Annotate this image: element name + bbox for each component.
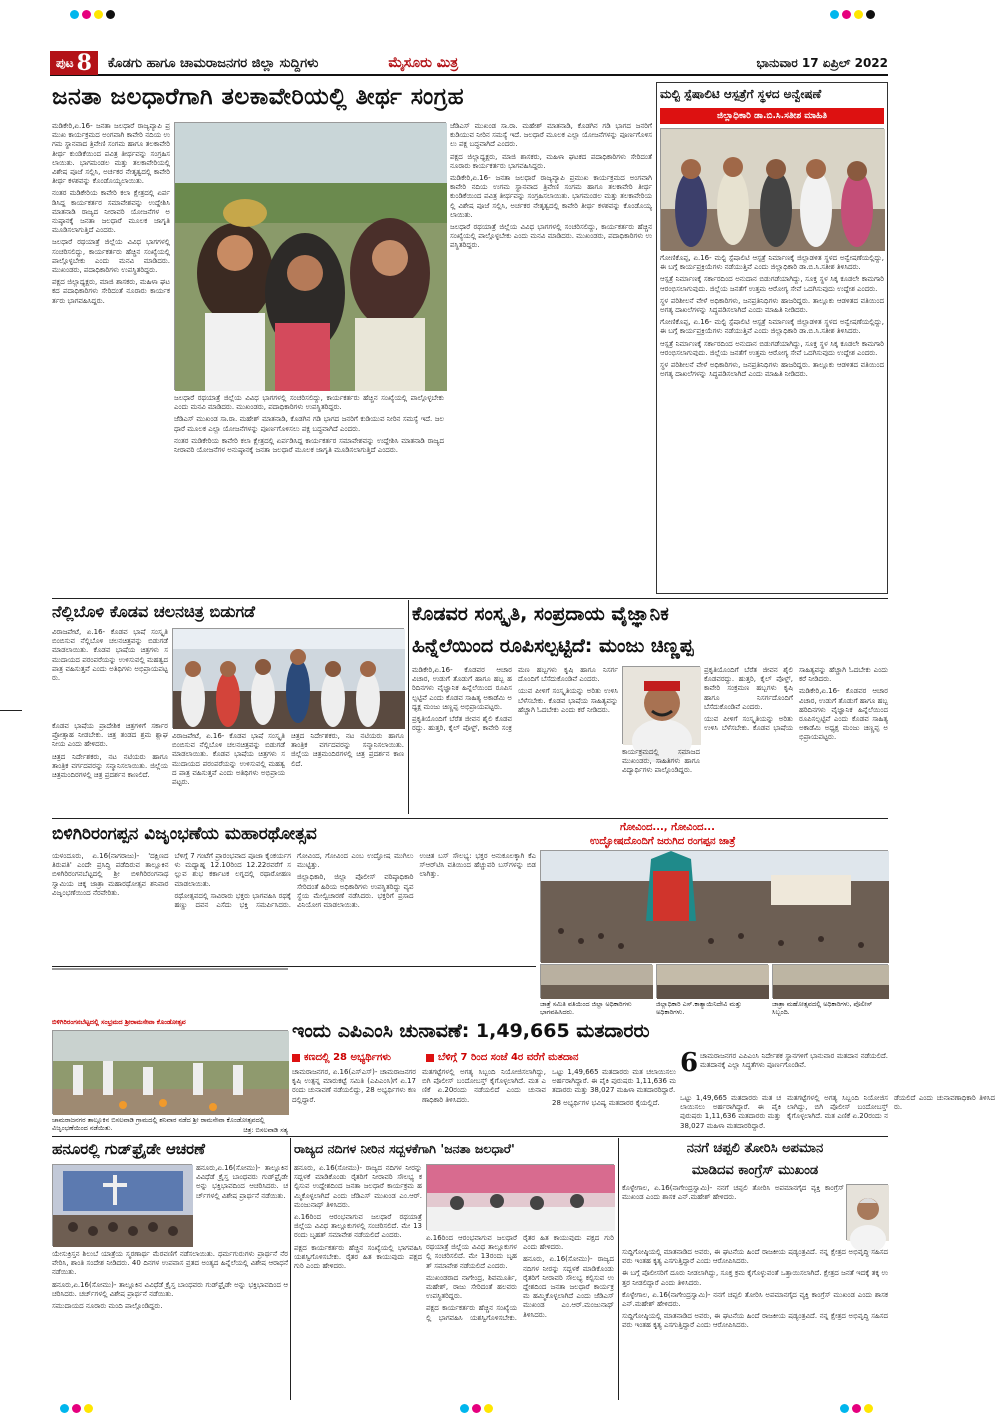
article-paragraph: ಕೊಡವ ಭಾಷೆಯ ಪ್ರಾದೇಶಿಕ ಚಿತ್ರಗಳಿಗೆ ಸರ್ಕಾರ ಪ್ರೋತ್ಸಾಹ ನೀಡಬೇಕು. ಚಿತ್ರ ತಂಡದ ಶ್ರಮ ಶ್ಲಾಘನೀಯ ಎಂದು ಹೇಳಿದರು. [52,722,168,749]
article-paragraph: ಹನೂರು,ಏ.16(ಸೋಮು)- ತಾಲ್ಲೂಕಿನ ವಿವಿಧೆಡೆ ಕ್ರೈಸ್ತ ಬಾಂಧವರು ಗುಡ್‌ಫ್ರೈಡೇ ಅನ್ನು ಭಕ್ತಿಭಾವದಿಂದ ಆಚರಿಸಿದರು. ಚರ್ಚ್‌ಗಳಲ್ಲಿ ವಿಶೇಷ ಪ್ರಾರ್ಥನೆ ನಡೆಯಿತು. [52,1280,288,1298]
page-number: 8 [76,50,92,76]
photo-caption: ಜಾತ್ರಾ ಮಹೋತ್ಸವದಲ್ಲಿ ಅಧಿಕಾರಿಗಳು, ಪೊಲೀಸ್ ಸಿಬ್ಬಂದಿ. [772,1000,873,1016]
apmc-subhead-2-text: ಬೆಳಿಗ್ಗೆ 7 ರಿಂದ ಸಂಜೆ 4ರ ವರೆಗೆ ಮತದಾನ [438,1052,579,1063]
article-paragraph: ವಿರಾಜಪೇಟೆ, ಏ.16- ಕೊಡವ ಭಾಷೆ ಸಂಸ್ಕೃತಿ ಬಿಂಬಿಸುವ ನೆಲ್ಲಿಬೊಳಿ ಚಲನಚಿತ್ರವನ್ನು ಬಿಡುಗಡೆ ಮಾಡಲಾಯಿತು. ಕೊಡವ ಭಾಷೆಯ ಚಿತ್ರಗಳು ಸಮುದಾಯದ ಪರಂಪರೆಯನ್ನು ಉಳಿಸುವಲ್ಲಿ ಮಹತ್ವದ ಪಾತ್ರ ವಹಿಸುತ್ತವೆ ಎಂದು ಅತಿಥಿಗಳು ಅಭಿಪ್ರಾಯಪಟ್ಟರು. [172,732,285,787]
registration-mark [854,10,863,19]
registration-mark [830,10,839,19]
headline-chappali-2: ಮಾಡಿದವ ಕಾಂಗ್ರೆಸ್ ಮುಖಂಡ [691,1163,819,1178]
photo-credit: ಚಿತ್ರ: ಬಿಸಲವಾಡಿ ಸತ್ಯ [243,1126,288,1134]
article-column [426,1234,614,1400]
photo-caption: ಜಿಲ್ಲಾಧಿಕಾರಿ ಎಸ್.ಕಾತ್ಯಾಯಿನಿದೇವಿ ಮತ್ತು ಅಧಿಕಾರಿಗಳು. [656,1000,742,1016]
article-paragraph: ಹನೂರು, ಏ.16(ಸೋಮು)- ರಾಜ್ಯದ ನದಿಗಳ ನೀರನ್ನು ಸದ್ಬಳಕೆ ಮಾಡಿಕೊಂಡು ರೈತರಿಗೆ ನೀರಾವರಿ ಸೌಲಭ್ಯ ಕಲ್ಪಿಸುವ ಉದ್ದೇಶದಿಂದ ಜನತಾ ಜಲಧಾರೆ ಕಾರ್ಯಕ್ರಮ ಹಮ್ಮಿಕೊಳ್ಳಲಾಗಿದೆ ಎಂದು ಜೆಡಿಎಸ್ ಮುಖಂಡ ಎಂ.ಆರ್.ಮಂಜುನಾಥ್ ತಿಳಿಸಿದರು. [294,1164,422,1209]
apmc-subhead-2 [426,1052,578,1063]
article-column [622,1248,888,1400]
article-paragraph: ಮತಗಟ್ಟೆಗಳಲ್ಲಿ ಅಗತ್ಯ ಸಿಬ್ಬಂದಿ ನಿಯೋಜಿಸಲಾಗಿದ್ದು, ಬಿಗಿ ಪೊಲೀಸ್ ಬಂದೋಬಸ್ತ್ ಕೈಗೊಳ್ಳಲಾಗಿದೆ. ಮತ ಎಣಿಕೆ ಏ.20ರಂದು ನಡೆಯಲಿದೆ ಎಂದು ಚುನಾವಣಾಧಿಕಾರಿ ತಿಳಿಸಿದರು. [787,1094,995,1121]
apmc-subhead-1-text: ಕಣದಲ್ಲಿ 28 ಅಭ್ಯರ್ಥಿಗಳು [304,1052,391,1063]
headline-film-release: ನೆಲ್ಲಿಬೊಳಿ ಕೊಡವ ಚಲನಚಿತ್ರ ಬಿಡುಗಡೆ [52,602,255,621]
photo-kondotsava [52,968,288,970]
article-paragraph: ನಂತರ ಮಡಿಕೇರಿಯ ಕಾವೇರಿ ಕಲಾ ಕ್ಷೇತ್ರದಲ್ಲಿ ಏರ್ಪಡಿಸಿದ್ದ ಕಾರ್ಯಕರ್ತರ ಸಮಾವೇಶವನ್ನು ಉದ್ದೇಶಿಸಿ ಮಾತನಾಡಿ ರಾಜ್ಯದ ನೀರಾವರಿ ಯೋಜನೆಗಳ ಅನುಷ್ಠಾನಕ್ಕೆ ಜನತಾ ಜಲಧಾರೆ ಮೂಲಕ ಜಾಗೃತಿ ಮೂಡಿಸಲಾಗುತ್ತಿದೆ ಎಂದರು. [52,189,170,235]
feature-photo-label: ಬಿಳಿಗಿರಿರಂಗನಬೆಟ್ಟದಲ್ಲಿ ಸಂಭ್ರಮದ ಶ್ರೀರಾಮಸೇವಾ ಕೊಂಡೋತ್ಸವ [52,1018,186,1026]
article-paragraph: ಸುದ್ದಿಗೋಷ್ಠಿಯಲ್ಲಿ ಮಾತನಾಡಿದ ಅವರು, ಈ ಘಟನೆಯ ಹಿಂದೆ ರಾಜಕೀಯ ಷಡ್ಯಂತ್ರವಿದೆ. ನನ್ನ ಕ್ಷೇತ್ರದ ಅಭಿವೃದ್ಧಿ ಸಹಿಸದವರು ಇಂತಹ ಕೃತ್ಯ ಎಸಗುತ್ತಿದ್ದಾರೆ ಎಂದು ಆರೋಪಿಸಿದರು. [622,1312,888,1330]
article-paragraph: ವಿರಾಜಪೇಟೆ, ಏ.16- ಕೊಡವ ಭಾಷೆ ಸಂಸ್ಕೃತಿ ಬಿಂಬಿಸುವ ನೆಲ್ಲಿಬೊಳಿ ಚಲನಚಿತ್ರವನ್ನು ಬಿಡುಗಡೆ ಮಾಡಲಾಯಿತು. ಕೊಡವ ಭಾಷೆಯ ಚಿತ್ರಗಳು ಸಮುದಾಯದ ಪರಂಪರೆಯನ್ನು ಉಳಿಸುವಲ್ಲಿ ಮಹತ್ವದ ಪಾತ್ರ ವಹಿಸುತ್ತವೆ ಎಂದು ಅತಿಥಿಗಳು ಅಭಿಪ್ರಾಯಪಟ್ಟರು. [52,628,168,683]
article-paragraph: ಮತಗಟ್ಟೆಗಳಲ್ಲಿ ಅಗತ್ಯ ಸಿಬ್ಬಂದಿ ನಿಯೋಜಿಸಲಾಗಿದ್ದು, ಬಿಗಿ ಪೊಲೀಸ್ ಬಂದೋಬಸ್ತ್ ಕೈಗೊಳ್ಳಲಾಗಿದೆ. ಮತ ಎಣಿಕೆ ಏ.20ರಂದು ನಡೆಯಲಿದೆ ಎಂದು ಚುನಾವಣಾಧಿಕಾರಿ ತಿಳಿಸಿದರು. [422,1068,546,1104]
photo-film-release [172,628,404,728]
photo-officials-2 [656,964,768,998]
headline-jalhadhare: ಜನತಾ ಜಲಧಾರೆಗಾಗಿ ತಲಕಾವೇರಿಯಲ್ಲಿ ತೀರ್ಥ ಸಂಗ್ರಹ [52,84,465,110]
photo-kondotsava-visible [52,1030,288,1114]
photo-church [52,1164,192,1246]
article-paragraph: ಸ್ಥಳ ಪರಿಶೀಲನೆ ವೇಳೆ ಅಧಿಕಾರಿಗಳು, ಜನಪ್ರತಿನಿಧಿಗಳು ಹಾಜರಿದ್ದರು. ತಾಲ್ಲೂಕು ಆಡಳಿತದ ವತಿಯಿಂದ ಅಗತ್ಯ ದಾಖಲೆಗಳನ್ನು ಸಿದ್ಧಪಡಿಸಲಾಗಿದೆ ಎಂದು ಮಾಹಿತಿ ನೀಡಿದರು. [660,361,884,379]
article-paragraph: ಮುಖಂಡರಾದ ನಾಗೇಂದ್ರ, ಶಿವಮೂರ್ತಿ, ಮಹೇಶ್, ರಾಜು ಸೇರಿದಂತೆ ಹಲವರು ಉಪಸ್ಥಿತರಿದ್ದರು. [426,1273,517,1301]
column-divider [408,600,409,814]
article-column [52,722,168,814]
registration-mark [472,1404,481,1413]
article-paragraph: ಮಡಿಕೇರಿ,ಏ.16- ಕೊಡವರ ಆಚಾರ ವಿಚಾರ, ಉಡುಗೆ ತೊಡುಗೆ ಹಾಗೂ ಹಬ್ಬ ಹರಿದಿನಗಳು ವೈಜ್ಞಾನಿಕ ಹಿನ್ನೆಲೆಯಿಂದ ರೂಪಿಸಲ್ಪಟ್ಟಿವೆ ಎಂದು ಕೊಡವ ಸಾಹಿತ್ಯ ಅಕಾಡೆಮಿ ಅಧ್ಯಕ್ಷ ಮಂಜು ಚಿಣ್ಣಪ್ಪ ಅಭಿಪ್ರಾಯಪಟ್ಟರು. [412,666,512,711]
section-divider [52,818,888,819]
article-column [174,394,444,594]
headline-kodava-culture-1: ಕೊಡವರ ಸಂಸ್ಕೃತಿ, ಸಂಪ್ರದಾಯ ವೈಜ್ಞಾನಿಕ [412,603,669,625]
registration-mark [72,1404,81,1413]
apmc-subhead-1 [292,1052,391,1063]
bullet-square-icon [426,1054,434,1062]
photo-officials-3 [772,964,888,998]
registration-mark [866,10,875,19]
article-paragraph: ಮಡಿಕೇರಿ,ಏ.16- ಜನತಾ ಜಲಧಾರೆ ರಾಜ್ಯವ್ಯಾಪಿ ಪ್ರಮುಖ ಕಾರ್ಯಕ್ರಮದ ಅಂಗವಾಗಿ ಕಾವೇರಿ ನದಿಯ ಉಗಮ ಸ್ಥಾನವಾದ ತ್ರಿವೇಣಿ ಸಂಗಮ ಹಾಗೂ ತಲಕಾವೇರಿ ತೀರ್ಥ ಕುಂಡಿಕೆಯಿಂದ ಪವಿತ್ರ ತೀರ್ಥವನ್ನು ಸಂಗ್ರಹಿಸಲಾಯಿತು. ಭಾಗಮಂಡಲ ಮತ್ತು ತಲಕಾವೇರಿಯಲ್ಲಿ ವಿಶೇಷ ಪೂಜೆ ಸಲ್ಲಿಸಿ, ಅರ್ಚಕರ ನೇತೃತ್ವದಲ್ಲಿ ಕಾವೇರಿ ತೀರ್ಥ ಕಳಶವನ್ನು ಕೊಂಡೊಯ್ಯಲಾಯಿತು. [450,174,652,219]
column-divider [618,1138,619,1400]
issue-date: ಭಾನುವಾರ 17 ಏಪ್ರಿಲ್ 2022 [756,55,888,70]
article-column [292,1068,676,1134]
photo-caption: ಚಾಮರಾಜನಗರ ತಾಲ್ಲೂಕಿನ ಬಿಸಲವಾಡಿ ಗ್ರಾಮದಲ್ಲಿ ಶನಿವಾರ ನಡೆದ ಶ್ರೀ ರಾಮಸೇವಾ ಕೊಂಡೋತ್ಸವದಲ್ಲಿ ವಿಜೃಂಭಣೆಯಿಂದ ನಡೆಯಿತು. [52,1116,265,1132]
section-divider [52,966,536,967]
photo-mla-portrait [846,1184,888,1240]
article-column [450,122,652,594]
registration-mark [484,1404,493,1413]
article-paragraph: ಪಕ್ಷದ ಜಿಲ್ಲಾಧ್ಯಕ್ಷರು, ಮಾಜಿ ಶಾಸಕರು, ಮಹಿಳಾ ಘಟಕದ ಪದಾಧಿಕಾರಿಗಳು ಸೇರಿದಂತೆ ನೂರಾರು ಕಾರ್ಯಕರ್ತರು ಭಾಗವಹಿಸಿದ್ದರು. [450,152,652,170]
article-paragraph: ಸುದ್ದಿಗೋಷ್ಠಿಯಲ್ಲಿ ಮಾತನಾಡಿದ ಅವರು, ಈ ಘಟನೆಯ ಹಿಂದೆ ರಾಜಕೀಯ ಷಡ್ಯಂತ್ರವಿದೆ. ನನ್ನ ಕ್ಷೇತ್ರದ ಅಭಿವೃದ್ಧಿ ಸಹಿಸದವರು ಇಂತಹ ಕೃತ್ಯ ಎಸಗುತ್ತಿದ್ದಾರೆ ಎಂದು ಆರೋಪಿಸಿದರು. [622,1248,888,1266]
article-paragraph: ಚಾಮರಾಜನಗರ ಎಪಿಎಂಸಿ ನಿರ್ದೇಶಕ ಸ್ಥಾನಗಳಿಗೆ ಭಾನುವಾರ ಮತದಾನ ನಡೆಯಲಿದೆ. ಮತದಾನಕ್ಕೆ ಎಲ್ಲಾ ಸಿದ್ಧತೆಗಳು ಪೂರ್ಣಗೊಂಡಿವೆ. [700,1052,888,1070]
section-divider [52,1136,888,1137]
article-column [700,1052,888,1092]
article-column [680,1094,995,1136]
registration-mark [460,1404,469,1413]
rathotsava-subhead-1: ಗೋವಿಂದ..., ಗೋವಿಂದ... [620,822,715,833]
article-paragraph: ಕಾರ್ಯಕ್ರಮದಲ್ಲಿ ಸಮಾಜದ ಮುಖಂಡರು, ಸಾಹಿತಿಗಳು ಹಾಗೂ ವಿದ್ಯಾರ್ಥಿಗಳು ಪಾಲ್ಗೊಂಡಿದ್ದರು. [622,748,700,775]
article-paragraph: ಈ ಬಗ್ಗೆ ಪೊಲೀಸರಿಗೆ ದೂರು ನೀಡಲಾಗಿದ್ದು, ಸೂಕ್ತ ಕ್ರಮ ಕೈಗೊಳ್ಳುವಂತೆ ಒತ್ತಾಯಿಸಲಾಗಿದೆ. ಕ್ಷೇತ್ರದ ಜನತೆ ಇದಕ್ಕೆ ತಕ್ಕ ಉತ್ತರ ನೀಡಲಿದ್ದಾರೆ ಎಂದು ತಿಳಿಸಿದರು. [622,1269,888,1287]
article-paragraph: ಮಡಿಕೇರಿ,ಏ.16- ಜನತಾ ಜಲಧಾರೆ ರಾಜ್ಯವ್ಯಾಪಿ ಪ್ರಮುಖ ಕಾರ್ಯಕ್ರಮದ ಅಂಗವಾಗಿ ಕಾವೇರಿ ನದಿಯ ಉಗಮ ಸ್ಥಾನವಾದ ತ್ರಿವೇಣಿ ಸಂಗಮ ಹಾಗೂ ತಲಕಾವೇರಿ ತೀರ್ಥ ಕುಂಡಿಕೆಯಿಂದ ಪವಿತ್ರ ತೀರ್ಥವನ್ನು ಸಂಗ್ರಹಿಸಲಾಯಿತು. ಭಾಗಮಂಡಲ ಮತ್ತು ತಲಕಾವೇರಿಯಲ್ಲಿ ವಿಶೇಷ ಪೂಜೆ ಸಲ್ಲಿಸಿ, ಅರ್ಚಕರ ನೇತೃತ್ವದಲ್ಲಿ ಕಾವೇರಿ ತೀರ್ಥ ಕಳಶವನ್ನು ಕೊಂಡೊಯ್ಯಲಾಯಿತು. [52,122,170,186]
bullet-square-icon [292,1054,300,1062]
article-column [412,666,618,814]
registration-mark [84,1404,93,1413]
registration-mark [864,1404,873,1413]
photo-manju-chinnappa [622,666,700,744]
article-paragraph: ಪಕ್ಷದ ಜಿಲ್ಲಾಧ್ಯಕ್ಷರು, ಮಾಜಿ ಶಾಸಕರು, ಮಹಿಳಾ ಘಟಕದ ಪದಾಧಿಕಾರಿಗಳು ಸೇರಿದಂತೆ ನೂರಾರು ಕಾರ್ಯಕರ್ತರು ಭಾಗವಹಿಸಿದ್ದರು. [52,278,170,305]
article-paragraph: ಬೆಳಿಗ್ಗೆ 7 ಗಂಟೆಗೆ ಪ್ರಾರಂಭವಾದ ಪೂಜಾ ಕೈಂಕರ್ಯಗಳು ಮಧ್ಯಾಹ್ನ 12.10ರಿಂದ 12.22ರವರೆಗೆ ಸಲ್ಲುವ ಶುಭ ಕರ್ಕಾಟಕ ಲಗ್ನದಲ್ಲಿ ರಥಾರೋಹಣ ಮಾಡಲಾಯಿತು. [174,852,291,888]
rathotsava-subhead-2: ಉದ್ಘೋಷದೊಂದಿಗೆ ಜರುಗಿದ ರಂಗಪ್ಪನ ಜಾತ್ರೆ [590,836,736,847]
headline-chappali-1: ನನಗೆ ಚಪ್ಪಲಿ ತೋರಿಸಿ ಅಪಮಾನ [686,1141,824,1156]
masthead [50,52,888,76]
article-paragraph: ಚಿತ್ರದ ನಿರ್ದೇಶಕರು, ನಟ ನಟಿಯರು ಹಾಗೂ ತಾಂತ್ರಿಕ ವರ್ಗದವರನ್ನು ಸನ್ಮಾನಿಸಲಾಯಿತು. ಜಿಲ್ಲೆಯ ಚಿತ್ರಮಂದಿರಗಳಲ್ಲಿ ಚಿತ್ರ ಪ್ರದರ್ಶನ ಕಾಣಲಿದೆ. [52,752,168,780]
brand-name: ಮೈಸೂರು ಮಿತ್ರ [388,55,459,71]
article-paragraph: ಜಲಧಾರೆ ರಥಯಾತ್ರೆ ಜಿಲ್ಲೆಯ ವಿವಿಧ ಭಾಗಗಳಲ್ಲಿ ಸಂಚರಿಸಲಿದ್ದು, ಕಾರ್ಯಕರ್ತರು ಹೆಚ್ಚಿನ ಸಂಖ್ಯೆಯಲ್ಲಿ ಪಾಲ್ಗೊಳ್ಳಬೇಕು ಎಂದು ಮನವಿ ಮಾಡಿದರು. ಮುಖಂಡರು, ಪದಾಧಿಕಾರಿಗಳು ಉಪಸ್ಥಿತರಿದ್ದರು. [52,238,170,275]
registration-mark [842,10,851,19]
article-paragraph: ಪಕ್ಷದ ಕಾರ್ಯಕರ್ತರು ಹೆಚ್ಚಿನ ಸಂಖ್ಯೆಯಲ್ಲಿ ಭಾಗವಹಿಸಿ ಯಶಸ್ವಿಗೊಳಿಸಬೇಕು. ರೈತರ ಹಿತ ಕಾಯುವುದು ಪಕ್ಷದ ಗುರಿ ಎಂದು ಹೇಳಿದರು. [426,1234,614,1322]
article-column [196,1164,288,1246]
article-paragraph: ಜೆಡಿಎಸ್ ಮುಖಂಡ ಸಾ.ರಾ. ಮಹೇಶ್ ಮಾತನಾಡಿ, ಕೊಡಗಿನ ಗಡಿ ಭಾಗದ ಜನರಿಗೆ ಕುಡಿಯುವ ನೀರಿನ ಸಮಸ್ಯೆ ಇದೆ. ಜಲಧಾರೆ ಮೂಲಕ ಎಲ್ಲಾ ಯೋಜನೆಗಳನ್ನು ಪೂರ್ಣಗೊಳಿಸಲು ಪಕ್ಷ ಬದ್ಧವಾಗಿದೆ ಎಂದರು. [174,415,444,433]
photo-officials-1 [540,964,652,998]
registration-mark [70,10,79,19]
article-paragraph: ಗೋಣಿಕೊಪ್ಪ, ಏ.16- ಮಲ್ಟಿ ಸ್ಪೆಷಾಲಿಟಿ ಆಸ್ಪತ್ರೆ ನಿರ್ಮಾಣಕ್ಕೆ ಜಿಲ್ಲಾಡಳಿತ ಸ್ಥಳದ ಅನ್ವೇಷಣೆಯಲ್ಲಿದ್ದು, ಈ ಬಗ್ಗೆ ಕಾರ್ಯಪ್ರಕ್ರಿಯೆಗಳು ನಡೆಯುತ್ತಿವೆ ಎಂದು ಜಿಲ್ಲಾಧಿಕಾರಿ ಡಾ.ಬಿ.ಸಿ.ಸತೀಶ ತಿಳಿಸಿದರು. [660,318,884,336]
article-paragraph: ಆಸ್ಪತ್ರೆ ನಿರ್ಮಾಣಕ್ಕೆ ಸರ್ಕಾರದಿಂದ ಅನುದಾನ ಬಿಡುಗಡೆಯಾಗಿದ್ದು, ಸೂಕ್ತ ಸ್ಥಳ ಸಿಕ್ಕ ಕೂಡಲೇ ಕಾಮಗಾರಿ ಆರಂಭಿಸಲಾಗುವುದು. ಜಿಲ್ಲೆಯ ಜನತೆಗೆ ಉತ್ತಮ ಆರೋಗ್ಯ ಸೇವೆ ಒದಗಿಸುವುದು ಉದ್ದೇಶ ಎಂದರು. [660,275,884,293]
registration-mark [82,10,91,19]
article-column [52,1250,288,1400]
article-column [52,122,170,594]
article-paragraph: ಚಾಮರಾಜನಗರ, ಏ.16(ಎಸ್‌ಎಸ್)- ಚಾಮರಾಜನಗರ ಕೃಷಿ ಉತ್ಪನ್ನ ಮಾರುಕಟ್ಟೆ ಸಮಿತಿ (ಎಪಿಎಂಸಿ)ಗೆ ಏ.17ರಂದು ಚುನಾವಣೆ ನಡೆಯಲಿದ್ದು, 28 ಅಭ್ಯರ್ಥಿಗಳು ಕಣದಲ್ಲಿದ್ದಾರೆ. [292,1068,416,1104]
subheadline-band: ಜಿಲ್ಲಾಧಿಕಾರಿ ಡಾ.ಬಿ.ಸಿ.ಸತೀಶ ಮಾಹಿತಿ [660,108,884,124]
article-column [622,748,700,814]
article-paragraph: ಆಸ್ಪತ್ರೆ ನಿರ್ಮಾಣಕ್ಕೆ ಸರ್ಕಾರದಿಂದ ಅನುದಾನ ಬಿಡುಗಡೆಯಾಗಿದ್ದು, ಸೂಕ್ತ ಸ್ಥಳ ಸಿಕ್ಕ ಕೂಡಲೇ ಕಾಮಗಾರಿ ಆರಂಭಿಸಲಾಗುವುದು. ಜಿಲ್ಲೆಯ ಜನತೆಗೆ ಉತ್ತಮ ಆರೋಗ್ಯ ಸೇವೆ ಒದಗಿಸುವುದು ಉದ್ದೇಶ ಎಂದರು. [660,339,884,357]
headline-janata-jaladhare: ರಾಜ್ಯದ ನದಿಗಳ ನೀರಿನ ಸದ್ಬಳಕೆಗಾಗಿ 'ಜನತಾ ಜಲಧಾರೆ' [294,1141,515,1156]
article-paragraph: ಯುವ ಪೀಳಿಗೆ ಸಂಸ್ಕೃತಿಯನ್ನು ಅರಿತು ಉಳಿಸಿ ಬೆಳೆಸಬೇಕು. ಕೊಡವ ಭಾಷೆಯ ಸಾಹಿತ್ಯವನ್ನು ಹೆಚ್ಚಾಗಿ ಓದಬೇಕು ಎಂದು ಕರೆ ನೀಡಿದರು. [704,666,888,733]
crop-mark [0,710,22,711]
article-column [704,666,888,814]
article-paragraph: ಕೊಳ್ಳೇಗಾಲ, ಏ.16(ನಾಗೇಂದ್ರಸ್ವಾಮಿ)- ನನಗೆ ಚಪ್ಪಲಿ ತೋರಿಸಿ ಅಪಮಾನಗೈದ ವ್ಯಕ್ತಿ ಕಾಂಗ್ರೆಸ್ ಮುಖಂಡ ಎಂದು ಶಾಸಕ ಎನ್.ಮಹೇಶ್ ಹೇಳಿದರು. [622,1290,888,1309]
article-paragraph: ಜಿಲ್ಲಾಧಿಕಾರಿ, ಜಿಲ್ಲಾ ಪೊಲೀಸ್ ವರಿಷ್ಠಾಧಿಕಾರಿ ಸೇರಿದಂತೆ ಹಿರಿಯ ಅಧಿಕಾರಿಗಳು ಉಪಸ್ಥಿತರಿದ್ದು ವ್ಯವಸ್ಥೆಯ ಮೇಲ್ವಿಚಾರಣೆ ನಡೆಸಿದರು. ಭಕ್ತರಿಗೆ ಪ್ರಸಾದ ವಿನಿಯೋಗ ಮಾಡಲಾಯಿತು. [297,873,414,910]
section-title: ಕೊಡಗು ಹಾಗೂ ಚಾಮರಾಜನಗರ ಜಿಲ್ಲಾ ಸುದ್ದಿಗಳು [107,55,319,71]
photo-hospital-meeting [660,128,884,250]
photo-chariot-crowd [540,850,888,962]
headline-good-friday: ಹನೂರಲ್ಲಿ ಗುಡ್‌ಫ್ರೈಡೇ ಆಚರಣೆ [52,1140,206,1158]
article-paragraph: ಮಡಿಕೇರಿ,ಏ.16- ಕೊಡವರ ಆಚಾರ ವಿಚಾರ, ಉಡುಗೆ ತೊಡುಗೆ ಹಾಗೂ ಹಬ್ಬ ಹರಿದಿನಗಳು ವೈಜ್ಞಾನಿಕ ಹಿನ್ನೆಲೆಯಿಂದ ರೂಪಿಸಲ್ಪಟ್ಟಿವೆ ಎಂದು ಕೊಡವ ಸಾಹಿತ್ಯ ಅಕಾಡೆಮಿ ಅಧ್ಯಕ್ಷ ಮಂಜು ಚಿಣ್ಣಪ್ಪ ಅಭಿಪ್ರಾಯಪಟ್ಟರು. [799,687,889,742]
article-paragraph: ಜೆಡಿಎಸ್ ಮುಖಂಡ ಸಾ.ರಾ. ಮಹೇಶ್ ಮಾತನಾಡಿ, ಕೊಡಗಿನ ಗಡಿ ಭಾಗದ ಜನರಿಗೆ ಕುಡಿಯುವ ನೀರಿನ ಸಮಸ್ಯೆ ಇದೆ. ಜಲಧಾರೆ ಮೂಲಕ ಎಲ್ಲಾ ಯೋಜನೆಗಳನ್ನು ಪೂರ್ಣಗೊಳಿಸಲು ಪಕ್ಷ ಬದ್ಧವಾಗಿದೆ ಎಂದರು. [450,122,652,149]
registration-mark [852,1404,861,1413]
headline-rathotsava-visible: ಬಿಳಿಗಿರಿರಂಗಪ್ಪನ ವಿಜೃಂಭಣೆಯ ಮಹಾರಥೋತ್ಸವ [52,824,317,844]
photo-jds-meeting [426,1164,614,1230]
headline-apmc: ಇಂದು ಎಪಿಎಂಸಿ ಚುನಾವಣೆ: 1,49,665 ಮತದಾರರು [292,1020,650,1042]
article-paragraph: ಯಳಂದೂರು, ಏ.16(ನಾಗರಾಜು)- 'ದಕ್ಷಿಣದ ತಿರುಪತಿ' ಎಂದೇ ಪ್ರಸಿದ್ಧಿ ಪಡೆದಿರುವ ತಾಲ್ಲೂಕಿನ ಬಿಳಿಗಿರಿರಂಗನಬೆಟ್ಟದಲ್ಲಿ ಶ್ರೀ ಬಿಳಿಗಿರಿರಂಗನಾಥಸ್ವಾಮಿಯ ಚಿಕ್ಕ ಜಾತ್ರಾ ಮಹಾರಥೋತ್ಸವ ಶನಿವಾರ ವಿಜೃಂಭಣೆಯಿಂದ ನೆರವೇರಿತು. [52,852,169,897]
article-paragraph: ರಥೋತ್ಸವದಲ್ಲಿ ಸಾವಿರಾರು ಭಕ್ತರು ಭಾಗವಹಿಸಿ ರಥಕ್ಕೆ ಹಣ್ಣು ದವನ ಎಸೆದು ಭಕ್ತಿ ಸಮರ್ಪಿಸಿದರು. ಗೋವಿಂದ, ಗೋವಿಂದ ಎಂಬ ಉದ್ಘೋಷ ಮುಗಿಲು ಮುಟ್ಟಿತ್ತು. [174,852,414,910]
dropcap-number: 6 [680,1048,699,1078]
article-paragraph: ಯುವ ಪೀಳಿಗೆ ಸಂಸ್ಕೃತಿಯನ್ನು ಅರಿತು ಉಳಿಸಿ ಬೆಳೆಸಬೇಕು. ಕೊಡವ ಭಾಷೆಯ ಸಾಹಿತ್ಯವನ್ನು ಹೆಚ್ಚಾಗಿ ಓದಬೇಕು ಎಂದು ಕರೆ ನೀಡಿದರು. [518,687,618,714]
article-paragraph: ಜಲಧಾರೆ ರಥಯಾತ್ರೆ ಜಿಲ್ಲೆಯ ವಿವಿಧ ಭಾಗಗಳಲ್ಲಿ ಸಂಚರಿಸಲಿದ್ದು, ಕಾರ್ಯಕರ್ತರು ಹೆಚ್ಚಿನ ಸಂಖ್ಯೆಯಲ್ಲಿ ಪಾಲ್ಗೊಳ್ಳಬೇಕು ಎಂದು ಮನವಿ ಮಾಡಿದರು. ಮುಖಂಡರು, ಪದಾಧಿಕಾರಿಗಳು ಉಪಸ್ಥಿತರಿದ್ದರು. [174,394,444,412]
article-paragraph: ಒಟ್ಟು 1,49,665 ಮತದಾರರು ಮತ ಚಲಾಯಿಸಲು ಅರ್ಹರಾಗಿದ್ದಾರೆ. ಈ ಪೈಕಿ ಪುರುಷರು 1,11,636 ಮತದಾರರು ಮತ್ತು 38,027 ಮಹಿಳಾ ಮತದಾರರಿದ್ದಾರೆ. [680,1094,781,1130]
section-divider [52,598,888,599]
headline-kodava-culture-2: ಹಿನ್ನೆಲೆಯಿಂದ ರೂಪಿಸಲ್ಪಟ್ಟಿದೆ: ಮಂಜು ಚಿಣ್ಣಪ್ಪ [412,635,694,657]
article-paragraph: ಗೋಣಿಕೊಪ್ಪ, ಏ.16- ಮಲ್ಟಿ ಸ್ಪೆಷಾಲಿಟಿ ಆಸ್ಪತ್ರೆ ನಿರ್ಮಾಣಕ್ಕೆ ಜಿಲ್ಲಾಡಳಿತ ಸ್ಥಳದ ಅನ್ವೇಷಣೆಯಲ್ಲಿದ್ದು, ಈ ಬಗ್ಗೆ ಕಾರ್ಯಪ್ರಕ್ರಿಯೆಗಳು ನಡೆಯುತ್ತಿವೆ ಎಂದು ಜಿಲ್ಲಾಧಿಕಾರಿ ಡಾ.ಬಿ.ಸಿ.ಸತೀಶ ತಿಳಿಸಿದರು. [660,254,884,272]
article-paragraph: ಉಚಿತ ಬಸ್ ಸೌಲಭ್ಯ: ಭಕ್ತರ ಅನುಕೂಲಕ್ಕಾಗಿ ಕೆಎಸ್‌ಆರ್‌ಟಿಸಿ ವತಿಯಿಂದ ಹೆಚ್ಚುವರಿ ಬಸ್‌ಗಳನ್ನು ಬಿಡಲಾಗಿತ್ತು. [419,852,536,879]
photo-caption: ಜಾತ್ರೆ ಸಮಿತಿ ವತಿಯಿಂದ ಜಿಲ್ಲಾ ಅಧಿಕಾರಿಗಳು ಭಾಗವಹಿಸಿದರು. [540,1000,632,1016]
article-paragraph: ಕೊಳ್ಳೇಗಾಲ, ಏ.16(ನಾಗೇಂದ್ರಸ್ವಾಮಿ)- ನನಗೆ ಚಪ್ಪಲಿ ತೋರಿಸಿ ಅಪಮಾನಗೈದ ವ್ಯಕ್ತಿ ಕಾಂಗ್ರೆಸ್ ಮುಖಂಡ ಎಂದು ಶಾಸಕ ಎನ್.ಮಹೇಶ್ ಹೇಳಿದರು. [622,1184,844,1202]
article-paragraph: ನಂತರ ಮಡಿಕೇರಿಯ ಕಾವೇರಿ ಕಲಾ ಕ್ಷೇತ್ರದಲ್ಲಿ ಏರ್ಪಡಿಸಿದ್ದ ಕಾರ್ಯಕರ್ತರ ಸಮಾವೇಶವನ್ನು ಉದ್ದೇಶಿಸಿ ಮಾತನಾಡಿ ರಾಜ್ಯದ ನೀರಾವರಿ ಯೋಜನೆಗಳ ಅನುಷ್ಠಾನಕ್ಕೆ ಜನತಾ ಜಲಧಾರೆ ಮೂಲಕ ಜಾಗೃತಿ ಮೂಡಿಸಲಾಗುತ್ತಿದೆ ಎಂದರು. [174,436,444,455]
headline-hospital: ಮಲ್ಟಿ ಸ್ಪೆಷಾಲಿಟಿ ಆಸ್ಪತ್ರೆಗೆ ಸ್ಥಳದ ಅನ್ವೇಷಣೆ [660,87,822,101]
article-paragraph: ಏ.16ರಿಂದ ಆರಂಭವಾಗುವ ಜಲಧಾರೆ ರಥಯಾತ್ರೆ ಜಿಲ್ಲೆಯ ವಿವಿಧ ತಾಲ್ಲೂಕುಗಳಲ್ಲಿ ಸಂಚರಿಸಲಿದೆ. ಮೇ 13ರಂದು ಬೃಹತ್ ಸಮಾವೇಶ ನಡೆಯಲಿದೆ ಎಂದರು. [426,1234,517,1270]
article-paragraph: ಪ್ರಕೃತಿಯೊಂದಿಗೆ ಬೆರೆತ ಜೀವನ ಶೈಲಿ ಕೊಡವರದ್ದು. ಹುತ್ತರಿ, ಕೈಲ್ ಪೊಳ್ದ್, ಕಾವೇರಿ ಸಂಕ್ರಮಣ ಹಬ್ಬಗಳು ಕೃಷಿ ಹಾಗೂ ನಿಸರ್ಗದೊಂದಿಗೆ ಬೆಸೆದುಕೊಂಡಿವೆ ಎಂದರು. [704,666,793,711]
article-paragraph: 28 ಅಭ್ಯರ್ಥಿಗಳ ಭವಿಷ್ಯ ಮತದಾರರ ಕೈಯಲ್ಲಿದೆ. [552,1098,660,1107]
article-paragraph: ಹನೂರು, ಏ.16(ಸೋಮು)- ರಾಜ್ಯದ ನದಿಗಳ ನೀರನ್ನು ಸದ್ಬಳಕೆ ಮಾಡಿಕೊಂಡು ರೈತರಿಗೆ ನೀರಾವರಿ ಸೌಲಭ್ಯ ಕಲ್ಪಿಸುವ ಉದ್ದೇಶದಿಂದ ಜನತಾ ಜಲಧಾರೆ ಕಾರ್ಯಕ್ರಮ ಹಮ್ಮಿಕೊಳ್ಳಲಾಗಿದೆ ಎಂದು ಜೆಡಿಎಸ್ ಮುಖಂಡ ಎಂ.ಆರ್.ಮಂಜುನಾಥ್ ತಿಳಿಸಿದರು. [523,1255,614,1319]
page-label: ಪುಟ [56,55,74,70]
registration-mark [94,10,103,19]
registration-mark [840,1404,849,1413]
article-column [172,732,404,814]
article-paragraph: ಪ್ರಕೃತಿಯೊಂದಿಗೆ ಬೆರೆತ ಜೀವನ ಶೈಲಿ ಕೊಡವರದ್ದು. ಹುತ್ತರಿ, ಕೈಲ್ ಪೊಳ್ದ್, ಕಾವೇರಿ ಸಂಕ್ರಮಣ ಹಬ್ಬಗಳು ಕೃಷಿ ಹಾಗೂ ನಿಸರ್ಗದೊಂದಿಗೆ ಬೆಸೆದುಕೊಂಡಿವೆ ಎಂದರು. [412,666,618,733]
article-column [52,852,536,962]
article-paragraph: ಏ.16ರಿಂದ ಆರಂಭವಾಗುವ ಜಲಧಾರೆ ರಥಯಾತ್ರೆ ಜಿಲ್ಲೆಯ ವಿವಿಧ ತಾಲ್ಲೂಕುಗಳಲ್ಲಿ ಸಂಚರಿಸಲಿದೆ. ಮೇ 13ರಂದು ಬೃಹತ್ ಸಮಾವೇಶ ನಡೆಯಲಿದೆ ಎಂದರು. [294,1213,422,1240]
article-column [660,254,884,592]
article-paragraph: ಸಮುದಾಯದ ನೂರಾರು ಮಂದಿ ಪಾಲ್ಗೊಂಡಿದ್ದರು. [52,1302,163,1311]
page-number-badge [50,51,98,75]
article-paragraph: ಒಟ್ಟು 1,49,665 ಮತದಾರರು ಮತ ಚಲಾಯಿಸಲು ಅರ್ಹರಾಗಿದ್ದಾರೆ. ಈ ಪೈಕಿ ಪುರುಷರು 1,11,636 ಮತದಾರರು ಮತ್ತು 38,027 ಮಹಿಳಾ ಮತದಾರರಿದ್ದಾರೆ. [552,1068,676,1095]
article-column [52,628,168,722]
article-column [622,1184,844,1246]
article-paragraph: ಪಕ್ಷದ ಕಾರ್ಯಕರ್ತರು ಹೆಚ್ಚಿನ ಸಂಖ್ಯೆಯಲ್ಲಿ ಭಾಗವಹಿಸಿ ಯಶಸ್ವಿಗೊಳಿಸಬೇಕು. ರೈತರ ಹಿತ ಕಾಯುವುದು ಪಕ್ಷದ ಗುರಿ ಎಂದು ಹೇಳಿದರು. [294,1243,422,1271]
registration-mark [106,10,115,19]
article-column [294,1164,422,1400]
article-paragraph: ಯೇಸುಕ್ರಿಸ್ತನ ಶಿಲುಬೆ ಯಾತ್ರೆಯ ಸ್ಮರಣಾರ್ಥ ಮೆರವಣಿಗೆ ನಡೆಸಲಾಯಿತು. ಧರ್ಮಗುರುಗಳು ಪ್ರಾರ್ಥನೆ ನೆರವೇರಿಸಿ, ಶಾಂತಿ ಸಂದೇಶ ನೀಡಿದರು. 40 ದಿನಗಳ ಉಪವಾಸ ವ್ರತದ ಅಂತ್ಯದ ಹಿನ್ನೆಲೆಯಲ್ಲಿ ವಿಶೇಷ ಆರಾಧನೆ ನಡೆಯಿತು. [52,1250,288,1277]
photo-teertha-collection [174,122,446,390]
article-paragraph: ಹನೂರು,ಏ.16(ಸೋಮು)- ತಾಲ್ಲೂಕಿನ ವಿವಿಧೆಡೆ ಕ್ರೈಸ್ತ ಬಾಂಧವರು ಗುಡ್‌ಫ್ರೈಡೇ ಅನ್ನು ಭಕ್ತಿಭಾವದಿಂದ ಆಚರಿಸಿದರು. ಚರ್ಚ್‌ಗಳಲ್ಲಿ ವಿಶೇಷ ಪ್ರಾರ್ಥನೆ ನಡೆಯಿತು. [196,1164,288,1200]
article-paragraph: ಚಿತ್ರದ ನಿರ್ದೇಶಕರು, ನಟ ನಟಿಯರು ಹಾಗೂ ತಾಂತ್ರಿಕ ವರ್ಗದವರನ್ನು ಸನ್ಮಾನಿಸಲಾಯಿತು. ಜಿಲ್ಲೆಯ ಚಿತ್ರಮಂದಿರಗಳಲ್ಲಿ ಚಿತ್ರ ಪ್ರದರ್ಶನ ಕಾಣಲಿದೆ. [291,732,404,768]
registration-mark [60,1404,69,1413]
article-paragraph: ಸ್ಥಳ ಪರಿಶೀಲನೆ ವೇಳೆ ಅಧಿಕಾರಿಗಳು, ಜನಪ್ರತಿನಿಧಿಗಳು ಹಾಜರಿದ್ದರು. ತಾಲ್ಲೂಕು ಆಡಳಿತದ ವತಿಯಿಂದ ಅಗತ್ಯ ದಾಖಲೆಗಳನ್ನು ಸಿದ್ಧಪಡಿಸಲಾಗಿದೆ ಎಂದು ಮಾಹಿತಿ ನೀಡಿದರು. [660,296,884,315]
column-divider [290,1138,291,1400]
article-paragraph: ಜಲಧಾರೆ ರಥಯಾತ್ರೆ ಜಿಲ್ಲೆಯ ವಿವಿಧ ಭಾಗಗಳಲ್ಲಿ ಸಂಚರಿಸಲಿದ್ದು, ಕಾರ್ಯಕರ್ತರು ಹೆಚ್ಚಿನ ಸಂಖ್ಯೆಯಲ್ಲಿ ಪಾಲ್ಗೊಳ್ಳಬೇಕು ಎಂದು ಮನವಿ ಮಾಡಿದರು. ಮುಖಂಡರು, ಪದಾಧಿಕಾರಿಗಳು ಉಪಸ್ಥಿತರಿದ್ದರು. [450,223,652,250]
